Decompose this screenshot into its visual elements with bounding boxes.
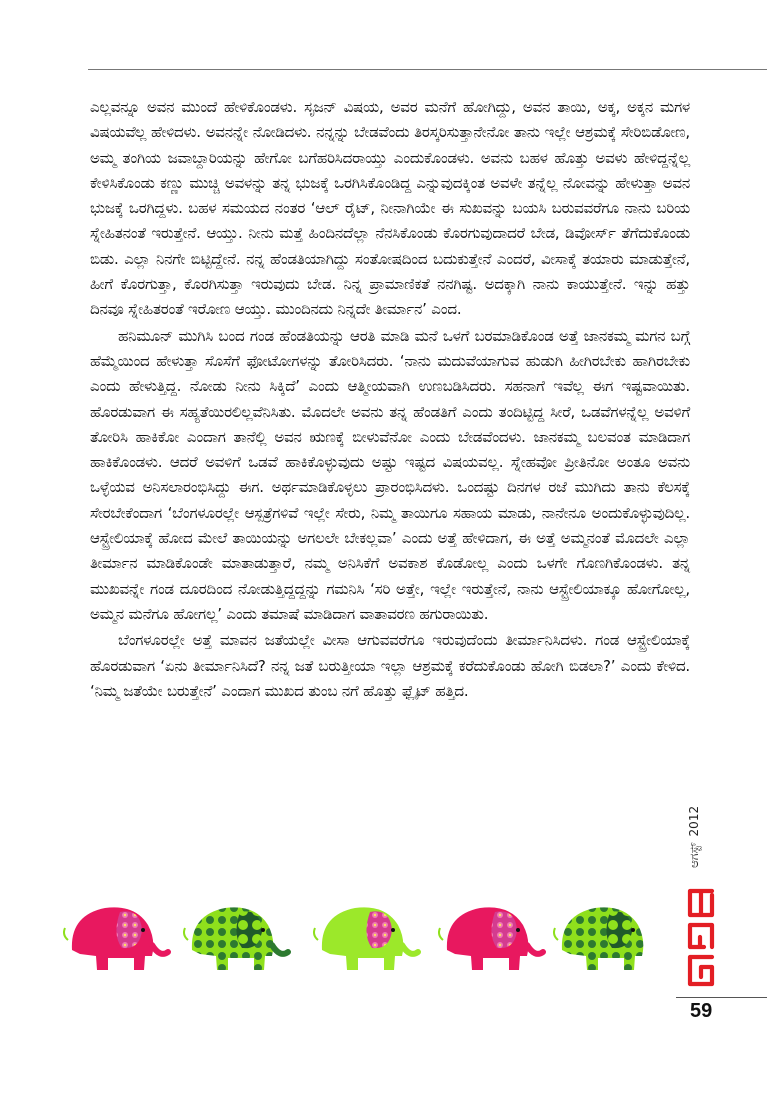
- paragraph-2: ಹನಿಮೂನ್ ಮುಗಿಸಿ ಬಂದ ಗಂಡ ಹೆಂಡತಿಯನ್ನು ಆರತಿ ಮಾಡಿ ಮನೆ ಒಳಗೆ ಬರಮಾಡಿಕೊಂಡ ಅತ್ತೆ ಜಾನಕಮ್ಮ ಮಗನ ಬಗ್ಗೆ ಹೆಮ್ಮೆಯಿಂದ ಹೇಳುತ್ತಾ ಸೊಸೆಗೆ ಫೋಟೋಗಳನ್ನು ತೋರಿಸಿದರು. ‘ನಾನು ಮದುವೆಯಾಗುವ ಹುಡುಗಿ ಹೀಗಿರಬೇಕು ಹಾಗಿರಬೇಕು ಎಂದು ಹೇಳುತ್ತಿದ್ದ. ನೋಡು ನೀನು ಸಿಕ್ಕಿದೆ’ ಎಂದು ಆತ್ಮೀಯವಾಗಿ ಉಣಬಡಿಸಿದರು. ಸಹನಾಗೆ ಇವೆಲ್ಲ ಈಗ ಇಷ್ಟವಾಯಿತು. ಹೊರಡುವಾಗ ಈ ಸಹ್ಯತೆಯಿರಲಿಲ್ಲವೆನಿಸಿತು. ಮೊದಲೇ ಅವನು ತನ್ನ ಹೆಂಡತಿಗೆ ಎಂದು ತಂದಿಟ್ಟಿದ್ದ ಸೀರೆ, ಒಡವೆಗಳನ್ನೆಲ್ಲ ಅವಳಿಗೆ ತೋರಿಸಿ ಹಾಕಿಕೋ ಎಂದಾಗ ತಾನೆಲ್ಲಿ ಅವನ ಋಣಕ್ಕೆ ಬೀಳುವೆನೋ ಎಂದು ಬೇಡವೆಂದಳು. ಜಾನಕಮ್ಮ ಬಲವಂತ ಮಾಡಿದಾಗ ಹಾಕಿಕೊಂಡಳು. ಆದರೆ ಅವಳಿಗೆ ಒಡವೆ ಹಾಕಿಕೊಳ್ಳುವುದು ಅಷ್ಟು ಇಷ್ಟದ ವಿಷಯವಲ್ಲ. ಸ್ನೇಹವೋ ಪ್ರೀತಿನೋ ಅಂತೂ ಅವನು ಒಳ್ಳೆಯವ ಅನಿಸಲಾರಂಭಿಸಿದ್ದು ಈಗ. ಅರ್ಥಮಾಡಿಕೊಳ್ಳಲು ಪ್ರಾರಂಭಿಸಿದಳು. ಒಂದಷ್ಟು ದಿನಗಳ ರಜೆ ಮುಗಿದು ತಾನು ಕೆಲಸಕ್ಕೆ ಸೇರಬೇಕೆಂದಾಗ ‘ಬೆಂಗಳೂರಲ್ಲೇ ಆಸ್ಪತ್ರೆಗಳಿವೆ ಇಲ್ಲೇ ಸೇರು, ನಿಮ್ಮ ತಾಯಿಗೂ ಸಹಾಯ ಮಾಡು, ನಾನೇನೂ ಅಂದುಕೊಳ್ಳುವುದಿಲ್ಲ. ಆಸ್ಟ್ರೇಲಿಯಾಕ್ಕೆ ಹೋದ ಮೇಲೆ ತಾಯಿಯನ್ನು ಅಗಲಲೇ ಬೇಕಲ್ಲವಾ’ ಎಂದು ಅತ್ತೆ ಹೇಳಿದಾಗ, ಈ ಅತ್ತೆ ಅಮ್ಮನಂತೆ ಮೊದಲೇ ಎಲ್ಲಾ ತೀರ್ಮಾನ ಮಾಡಿಕೊಂಡೇ ಮಾತಾಡುತ್ತಾರೆ, ನಮ್ಮ ಅನಿಸಿಕೆಗೆ ಅವಕಾಶ ಕೊಡೋಲ್ಲ ಎಂದು ಒಳಗೇ ಗೊಣಗಿಕೊಂಡಳು. ತನ್ನ ಮುಖವನ್ನೇ ಗಂಡ ದೂರದಿಂದ ನೋಡುತ್ತಿದ್ದದ್ದನ್ನು ಗಮನಿಸಿ ‘ಸರಿ ಅತ್ತೇ, ಇಲ್ಲೇ ಇರುತ್ತೇನೆ, ನಾನು ಆಸ್ಟ್ರೇಲಿಯಾಕ್ಕೂ ಹೋಗೋಲ್ಲ, ಅಮ್ಮನ ಮನೆಗೂ ಹೋಗಲ್ಲ’ ಎಂದು ತಮಾಷೆ ಮಾಡಿದಾಗ ವಾತಾವರಣ ಹಗುರಾಯಿತು.: [90, 326, 690, 623]
- article-body: [90, 95, 690, 704]
- magazine-logo: [686, 885, 716, 990]
- elephant-border: [60, 890, 680, 980]
- elephant-4: [439, 907, 543, 970]
- issue-month: ಆಗಸ್ಟ್: [687, 842, 701, 868]
- issue-date: [687, 778, 707, 868]
- page-number: 59: [690, 1000, 713, 1022]
- issue-year: 2012: [687, 805, 701, 837]
- elephant-1: [64, 907, 168, 970]
- bottom-rule: [676, 997, 767, 998]
- paragraph-1: ಎಲ್ಲವನ್ನೂ ಅವನ ಮುಂದೆ ಹೇಳಿಕೊಂಡಳು. ಸೃಜನ್ ವಿಷಯ, ಅವರ ಮನೆಗೆ ಹೋಗಿದ್ದು, ಅವನ ತಾಯಿ, ಅಕ್ಕ, ಅಕ್ಕನ ಮಗಳ ವಿಷಯವೆಲ್ಲ ಹೇಳಿದಳು. ಅವನನ್ನೇ ನೋಡಿದಳು. ನನ್ನನ್ನು ಬೇಡವೆಂದು ತಿರಸ್ಕರಿಸುತ್ತಾನೇನೋ ತಾನು ಇಲ್ಲೇ ಆಶ್ರಮಕ್ಕೆ ಸೇರಿಬಿಡೋಣ, ಅಮ್ಮ ತಂಗಿಯ ಜವಾಬ್ದಾರಿಯನ್ನು ಹೇಗೋ ಬಗೆಹರಿಸಿದರಾಯ್ತು ಎಂದುಕೊಂಡಳು. ಅವನು ಬಹಳ ಹೊತ್ತು ಅವಳು ಹೇಳಿದ್ದನ್ನೆಲ್ಲ ಕೇಳಿಸಿಕೊಂಡು ಕಣ್ಣು ಮುಚ್ಚಿ ಅವಳನ್ನು ತನ್ನ ಭುಜಕ್ಕೆ ಒರಗಿಸಿಕೊಂಡಿದ್ದ ಎನ್ನುವುದಕ್ಕಿಂತ ಅವಳೇ ತನ್ನೆಲ್ಲ ನೋವನ್ನು ಹೇಳುತ್ತಾ ಅವನ ಭುಜಕ್ಕೆ ಒರಗಿದ್ದಳು. ಬಹಳ ಸಮಯದ ನಂತರ ‘ಆಲ್ ರೈಟ್, ನೀನಾಗಿಯೇ ಈ ಸುಖವನ್ನು ಬಯಸಿ ಬರುವವರೆಗೂ ನಾನು ಬರಿಯ ಸ್ನೇಹಿತನಂತೆ ಇರುತ್ತೇನೆ. ಆಯ್ತು. ನೀನು ಮತ್ತೆ ಹಿಂದಿನದೆಲ್ಲಾ ನೆನಸಿಕೊಂಡು ಕೊರಗುವುದಾದರೆ ಬೇಡ, ಡಿವೋರ್ಸ್ ತೆಗೆದುಕೊಂಡು ಬಿಡು. ಎಲ್ಲಾ ನಿನಗೇ ಬಿಟ್ಟಿದ್ದೇನೆ. ನನ್ನ ಹೆಂಡತಿಯಾಗಿದ್ದು ಸಂತೋಷದಿಂದ ಬದುಕುತ್ತೇನೆ ಎಂದರೆ, ವೀಸಾಕ್ಕೆ ತಯಾರು ಮಾಡುತ್ತೇನೆ, ಹೀಗೆ ಕೊರಗುತ್ತಾ, ಕೊರಗಿಸುತ್ತಾ ಇರುವುದು ಬೇಡ. ನಿನ್ನ ಪ್ರಾಮಾಣಿಕತೆ ನನಗಿಷ್ಟ. ಅದಕ್ಕಾಗಿ ನಾನು ಕಾಯುತ್ತೇನೆ. ಇನ್ನು ಹತ್ತು ದಿನವೂ ಸ್ನೇಹಿತರಂತೆ ಇರೋಣ ಆಯ್ತು. ಮುಂದಿನದು ನಿನ್ನದೇ ತೀರ್ಮಾನ’ ಎಂದ.: [90, 98, 690, 319]
- paragraph-3: ಬೆಂಗಳೂರಲ್ಲೇ ಅತ್ತೆ ಮಾವನ ಜತೆಯಲ್ಲೇ ವೀಸಾ ಆಗುವವರೆಗೂ ಇರುವುದೆಂದು ತೀರ್ಮಾನಿಸಿದಳು. ಗಂಡ ಆಸ್ಟ್ರೇಲಿಯಾಕ್ಕೆ ಹೊರಡುವಾಗ ‘ಏನು ತೀರ್ಮಾನಿಸಿದೆ? ನನ್ನ ಜತೆ ಬರುತ್ತೀಯಾ ಇಲ್ಲಾ ಆಶ್ರಮಕ್ಕೆ ಕರೆದುಕೊಂಡು ಹೋಗಿ ಬಿಡಲಾ?’ ಎಂದು ಕೇಳಿದ. ‘ನಿಮ್ಮ ಜತೆಯೇ ಬರುತ್ತೇನೆ’ ಎಂದಾಗ ಮುಖದ ತುಂಬ ನಗೆ ಹೊತ್ತು ಫ್ಲೈಟ್ ಹತ್ತಿದ.: [90, 631, 690, 700]
- elephant-3: [314, 907, 418, 970]
- top-rule: [88, 69, 767, 70]
- elephant-5: [554, 907, 643, 970]
- elephant-2: [184, 907, 288, 970]
